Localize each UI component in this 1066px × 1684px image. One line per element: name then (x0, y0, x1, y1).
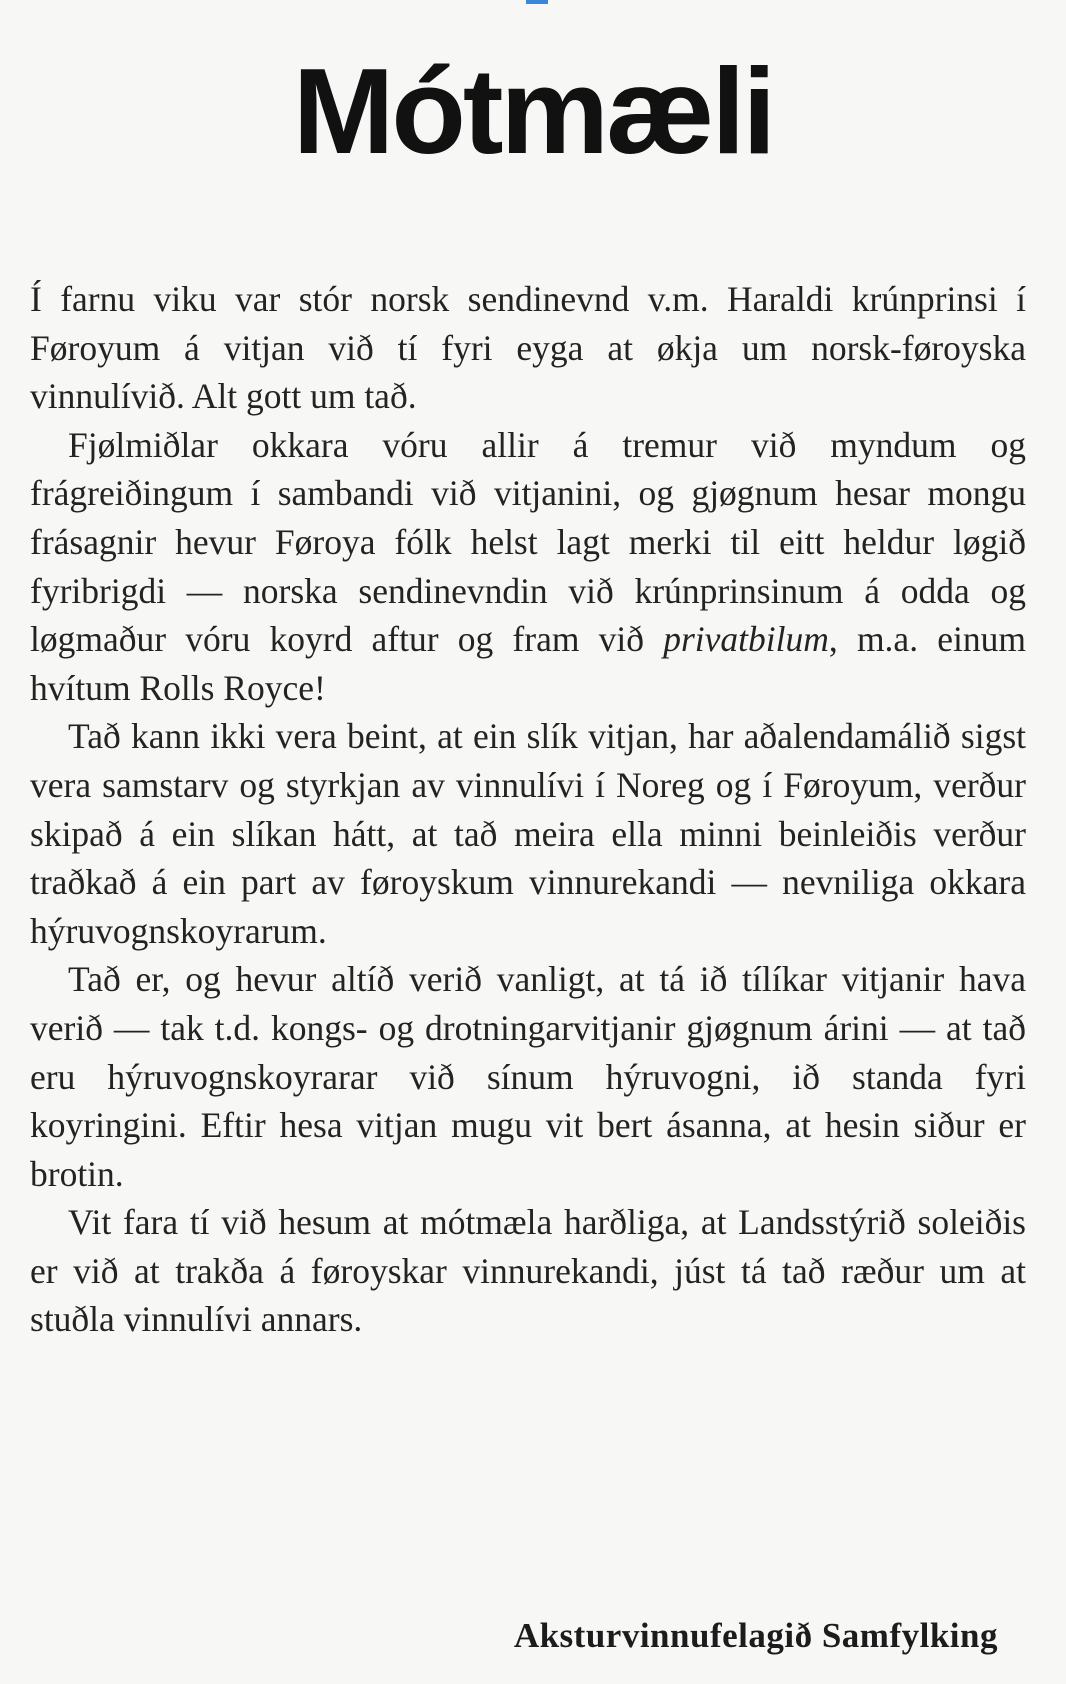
paragraph-4-text: Tað er, og hevur altíð verið vanligt, at tá ið tílíkar vitjanir hava verið — tak t.d. kongs- og drotningarvitjanir gjøgnum árini — at tað eru hýruvognskoyrarar við sínum hýruvogni, ið standa fyri koyringini. Eftir hesa vitjan mugu vit bert ásanna, at hesin siður er brotin. (30, 959, 1026, 1194)
headline: Mótmæli (292, 43, 774, 179)
paragraph-2 (30, 421, 1026, 713)
paragraph-3 (30, 712, 1026, 955)
paragraph-2-italic-text: privatbilum (663, 619, 829, 660)
paragraph-1-text: Í farnu viku var stór norsk sendinevnd v.m. Haraldi krúnprinsi í Føroyum á vitjan við tí fyri eyga at økja um norsk-føroyska vinnulívið. Alt gott um tað. (30, 279, 1026, 417)
paragraph-2-text-end: , m.a. einum hvítum Rolls Royce! (30, 619, 1026, 708)
signature: Aksturvinnufelagið Samfylking (513, 1616, 998, 1655)
paragraph-3-text: Tað kann ikki vera beint, at ein slík vitjan, har aðalendamálið sigst vera samstarv og styrkjan av vinnulívi í Noreg og í Føroyum, verður skipað á ein slíkan hátt, at tað meira ella minni beinleiðis verður traðkað á ein part av føroyskum vinnurekandi — nevniliga okkara hýruvognskoyrarum. (30, 716, 1026, 951)
paragraph-1 (30, 275, 1026, 421)
blue-edge-mark (526, 0, 548, 4)
paragraph-5-text: Vit fara tí við hesum at mótmæla harðliga, at Landsstýrið soleiðis er við at trakða á føroyskar vinnurekandi, júst tá tað ræður um at stuðla vinnulívi annars. (30, 1202, 1026, 1340)
paragraph-5 (30, 1198, 1026, 1344)
paragraph-4 (30, 955, 1026, 1198)
paragraph-2-text: Fjølmiðlar okkara vóru allir á tremur við myndum og frágreiðingum í sambandi við vitjanini, og gjøgnum hesar mongu frásagnir hevur Føroya fólk helst lagt merki til eitt heldur løgið fyribrigdi — norska sendinevndin við krúnprinsinum á odda og løgmaður vóru koyrd aftur og fram við (30, 424, 1026, 660)
article-body (30, 275, 1026, 1344)
